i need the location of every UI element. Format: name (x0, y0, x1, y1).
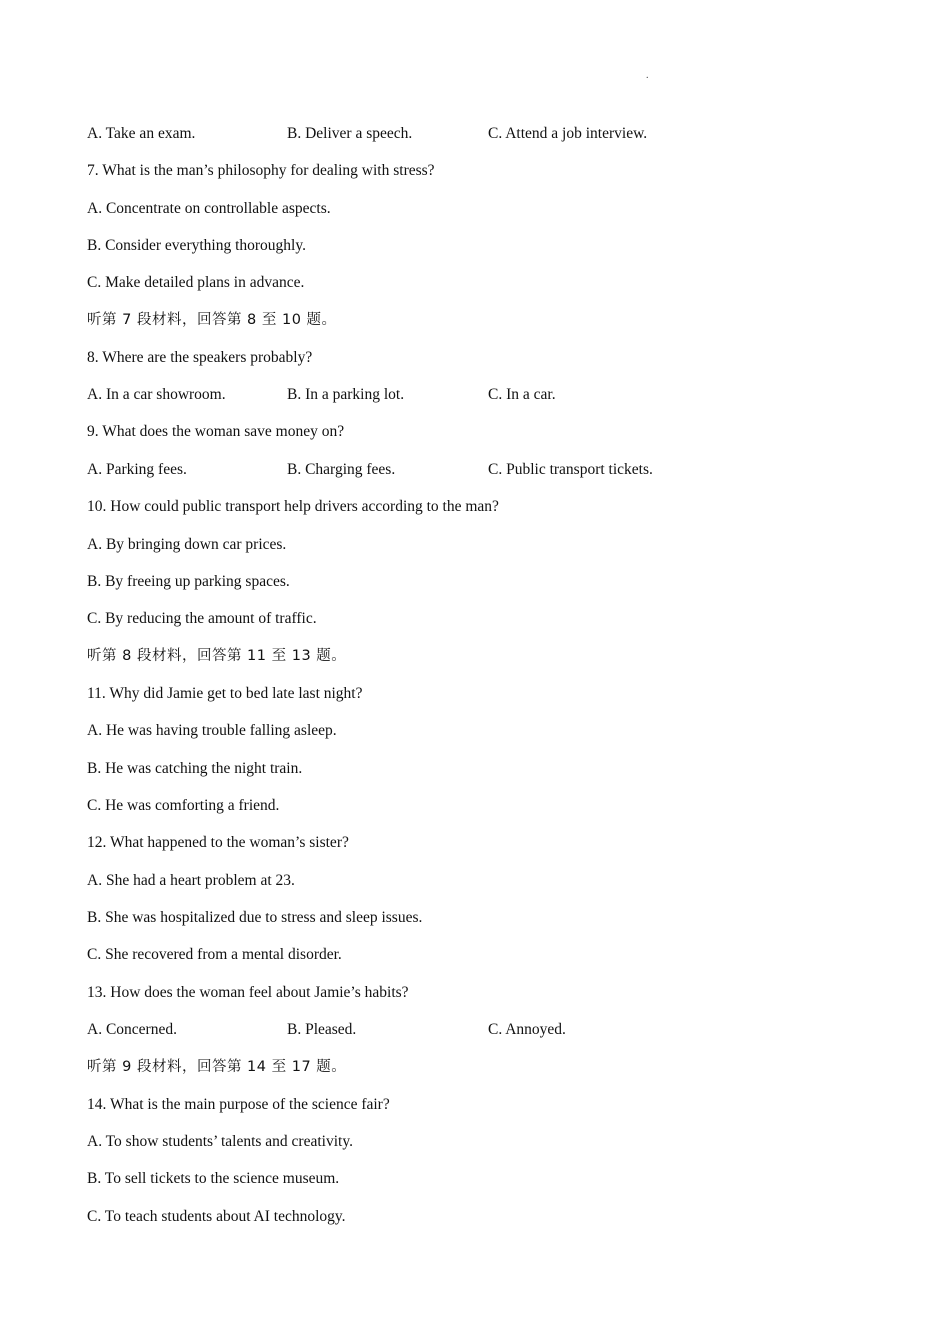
option-c: C. She recovered from a mental disorder. (87, 946, 342, 963)
question-9: 9. What does the woman save money on? (87, 423, 345, 440)
section-heading: 听第 7 段材料，回答第 8 至 10 题。 (87, 312, 337, 328)
option-a: A. To show students’ talents and creativity. (87, 1133, 353, 1150)
section-heading: 听第 8 段材料，回答第 11 至 13 题。 (87, 648, 347, 664)
option-a: A. She had a heart problem at 23. (87, 872, 295, 889)
question-7: 7. What is the man’s philosophy for dealing with stress? (87, 162, 435, 179)
option-b: B. To sell tickets to the science museum. (87, 1170, 340, 1187)
option-c: C. Make detailed plans in advance. (87, 274, 305, 291)
question-11: 11. Why did Jamie get to bed late last night? (87, 685, 363, 702)
option-c: C. He was comforting a friend. (87, 797, 280, 814)
option-a: A. Parking fees. (87, 461, 187, 478)
section-heading: 听第 9 段材料，回答第 14 至 17 题。 (87, 1059, 347, 1075)
option-c: C. To teach students about AI technology. (87, 1208, 346, 1225)
option-c: C. Attend a job interview. (488, 125, 648, 142)
option-b: B. Pleased. (287, 1021, 357, 1038)
option-c: C. By reducing the amount of traffic. (87, 610, 317, 627)
option-b: B. Charging fees. (287, 461, 396, 478)
question-14: 14. What is the main purpose of the science fair? (87, 1096, 390, 1113)
option-a: A. Take an exam. (87, 125, 196, 142)
option-a: A. By bringing down car prices. (87, 536, 287, 553)
option-c: C. Annoyed. (488, 1021, 566, 1038)
question-10: 10. How could public transport help drivers according to the man? (87, 498, 499, 515)
question-12: 12. What happened to the woman’s sister? (87, 834, 349, 851)
options-row (87, 459, 887, 481)
option-b: B. Deliver a speech. (287, 125, 413, 142)
options-row (87, 384, 887, 406)
question-8: 8. Where are the speakers probably? (87, 349, 313, 366)
option-a: A. Concentrate on controllable aspects. (87, 200, 331, 217)
option-c: C. In a car. (488, 386, 556, 403)
options-row (87, 123, 887, 145)
option-b: B. In a parking lot. (287, 386, 405, 403)
option-b: B. By freeing up parking spaces. (87, 573, 290, 590)
option-a: A. He was having trouble falling asleep. (87, 722, 337, 739)
header-mark: . (646, 70, 649, 81)
option-b: B. He was catching the night train. (87, 760, 303, 777)
option-a: A. Concerned. (87, 1021, 177, 1038)
question-13: 13. How does the woman feel about Jamie’s habits? (87, 984, 409, 1001)
option-c: C. Public transport tickets. (488, 461, 653, 478)
option-b: B. She was hospitalized due to stress and sleep issues. (87, 909, 423, 926)
option-a: A. In a car showroom. (87, 386, 226, 403)
option-b: B. Consider everything thoroughly. (87, 237, 306, 254)
options-row (87, 1019, 887, 1041)
